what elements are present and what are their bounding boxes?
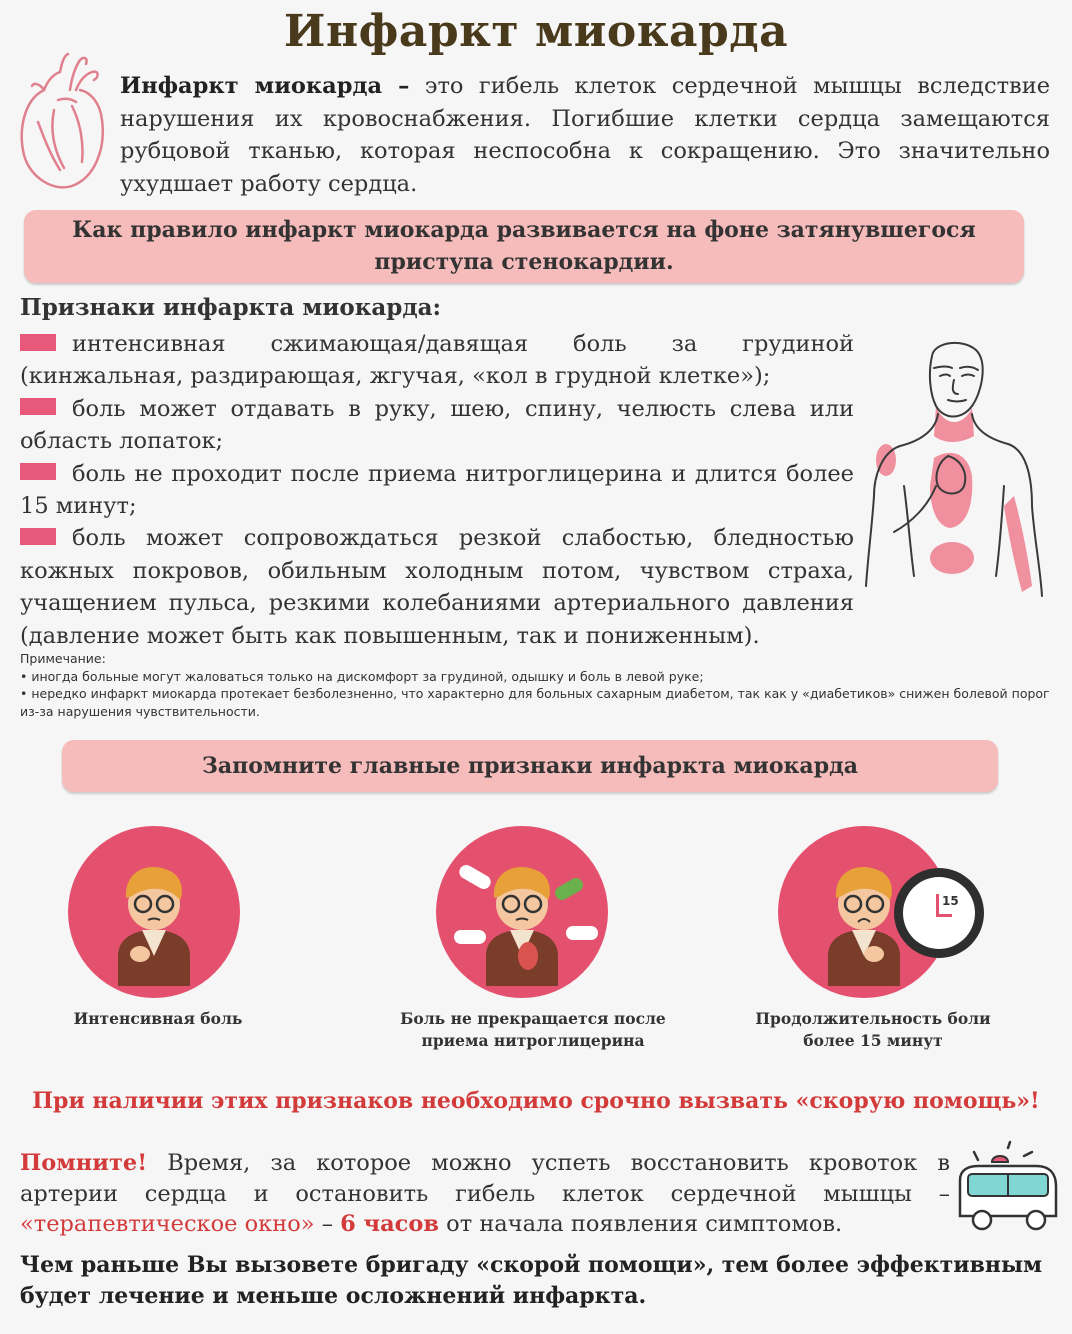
angina-band-line2: приступа стенокардии.	[374, 249, 674, 275]
sign-text: боль может сопровождаться резкой слабостью, бледностью кожных покровов, обильным холодным потом, чувством страха, учащением пульса, резкими колебаниями артериального давления (давление может быть как повышенным, так и пониженным).	[20, 525, 854, 649]
remember-text: –	[314, 1211, 341, 1237]
note-label: Примечание:	[20, 651, 106, 666]
intense-pain-illustration	[68, 826, 240, 998]
call-ambulance-alert: При наличии этих признаков необходимо срочно вызвать «скорую помощь»!	[32, 1088, 1040, 1114]
signs-list	[20, 328, 854, 652]
sign-bullet	[20, 398, 56, 415]
sign-text: боль может отдавать в руку, шею, спину, челюсть слева или область лопаток;	[20, 395, 854, 455]
icon-caption-line: приема нитроглицерина	[421, 1031, 645, 1050]
main-signs-band: Запомните главные признаки инфаркта миокарда	[62, 740, 998, 792]
heart-icon	[14, 50, 114, 195]
angina-band-line1: Как правило инфаркт миокарда развивается на фоне затянувшегося	[72, 217, 976, 243]
icon-caption	[50, 1008, 266, 1030]
icon-caption	[742, 1008, 1004, 1052]
intro-term: Инфаркт миокарда –	[120, 73, 410, 99]
pain-zones-torso-icon	[864, 336, 1044, 636]
sign-item	[20, 328, 854, 393]
remember-lead: Помните!	[20, 1150, 148, 1176]
clock-label: 15	[942, 894, 959, 908]
note-block	[20, 650, 1055, 720]
icon-caption-line: более 15 минут	[803, 1031, 943, 1050]
final-paragraph: Чем раньше Вы вызовете бригаду «скорой помощи», тем более эффективным будет лечение и меньше осложнений инфаркта.	[20, 1252, 1043, 1309]
note-item: • иногда больные могут жаловаться только на дискомфорт за грудиной, одышку и боль в левой руке;	[20, 668, 704, 684]
clock-hand	[936, 914, 952, 917]
sign-bullet	[20, 463, 56, 480]
clock-hand	[936, 894, 939, 916]
sign-item	[20, 458, 854, 523]
remember-paragraph	[20, 1148, 950, 1240]
therapeutic-window: «терапевтическое окно»	[20, 1211, 315, 1237]
nitroglycerin-illustration	[436, 826, 608, 998]
hours-value: 6 часов	[340, 1211, 440, 1237]
intro-paragraph	[120, 70, 1050, 200]
page-title: Инфаркт миокарда	[283, 6, 789, 57]
sign-item	[20, 522, 854, 652]
person-pills-icon	[436, 826, 608, 998]
icon-caption-line: Боль не прекращается после	[400, 1009, 666, 1028]
sign-item	[20, 393, 854, 458]
icon-caption	[396, 1008, 670, 1052]
intro-text: это гибель клеток сердечной мышцы вследствие нарушения их кровоснабжения. Погибшие клетки сердца замещаются рубцовой тканью, которая неспособна к сокращению. Это значительно ухудшает работу сердца.	[120, 73, 1051, 197]
remember-text: от начала появления симптомов.	[439, 1211, 843, 1237]
ambulance-icon	[952, 1140, 1062, 1240]
sign-text: боль не проходит после приема нитроглицерина и длится более 15 минут;	[20, 460, 854, 520]
sign-text: интенсивная сжимающая/давящая боль за грудиной (кинжальная, раздирающая, жгучая, «кол в грудной клетке»);	[20, 331, 854, 390]
sign-bullet	[20, 528, 56, 545]
note-item: • нередко инфаркт миокарда протекает безболезненно, что характерно для больных сахарным диабетом, так как у «диабетиков» снижен болевой порог из-за нарушения чувствительности.	[20, 686, 1050, 719]
clock-face	[903, 877, 975, 949]
sign-bullet	[20, 334, 56, 351]
signs-title: Признаки инфаркта миокарда:	[20, 294, 442, 321]
angina-band	[24, 210, 1024, 283]
remember-text: Время, за которое можно успеть восстановить кровоток в артерии сердца и остановить гибель клеток сердечной мышцы –	[20, 1150, 950, 1207]
clock-icon	[894, 868, 984, 958]
person-chest-pain-icon	[68, 826, 240, 998]
icon-caption-line: Продолжительность боли	[755, 1009, 991, 1028]
icon-caption-line: Интенсивная боль	[73, 1009, 243, 1028]
